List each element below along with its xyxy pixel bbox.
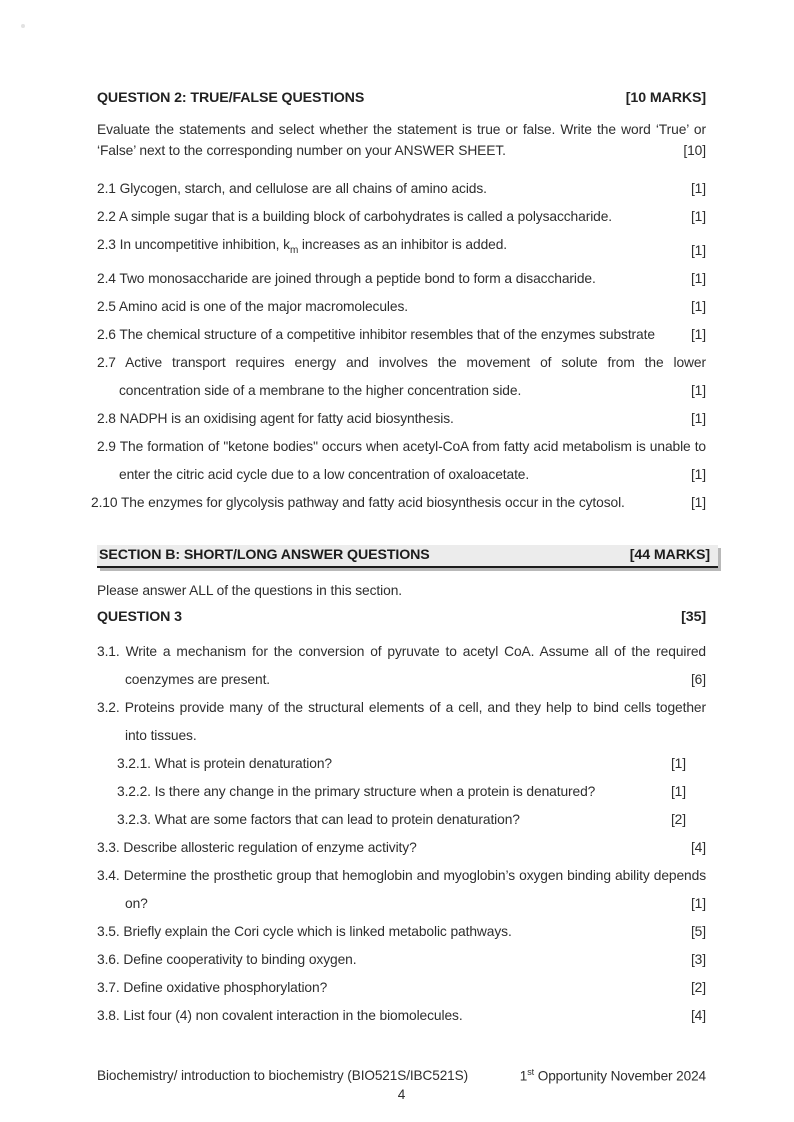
true-false-list	[91, 175, 706, 517]
item-number: 2.3	[97, 237, 116, 252]
tf-item-2-1	[97, 175, 706, 203]
q-item-3-8	[97, 1002, 706, 1030]
item-marks: [1]	[690, 270, 706, 286]
item-number: 3.8.	[97, 1007, 120, 1023]
tf-item-2-7	[97, 349, 706, 405]
question2-title: QUESTION 2: TRUE/FALSE QUESTIONS	[97, 90, 365, 106]
footer-course-title: Biochemistry/ introduction to biochemistry (BIO521S/IBC521S)	[97, 1068, 469, 1084]
item-number: 2.5	[97, 298, 116, 314]
item-number: 3.3.	[97, 839, 120, 855]
item-number: 3.6.	[97, 951, 120, 967]
question2-header	[97, 90, 706, 107]
footer-opportunity-text: Opportunity November 2024	[534, 1068, 706, 1084]
question2-instructions-text: Evaluate the statements and select whether the statement is true or false. Write the word ‘True’ or ‘False’ next to the corresponding number on your ANSWER SHEET.	[97, 122, 706, 158]
item-marks: [1]	[670, 755, 686, 771]
item-marks: [1]	[690, 298, 706, 314]
page-number: 4	[397, 1087, 406, 1103]
item-text: The enzymes for glycolysis pathway and fatty acid biosynthesis occur in the cytosol.	[120, 494, 625, 510]
item-text: Two monosaccharide are joined through a peptide bond to form a disaccharide.	[119, 270, 596, 286]
question3-marks: [35]	[681, 608, 706, 625]
item-text: The chemical structure of a competitive inhibitor resembles that of the enzymes substrate	[119, 326, 655, 342]
item-text: Glycogen, starch, and cellulose are all chains of amino acids.	[119, 181, 487, 196]
question2-instructions-marks: [10]	[683, 143, 706, 158]
q-item-3-7	[97, 974, 706, 1002]
item-marks: [1]	[690, 466, 706, 482]
footer-opportunity-number: 1	[519, 1068, 528, 1084]
item-text: What is protein denaturation?	[154, 755, 332, 771]
item-marks: [3]	[690, 951, 706, 967]
item-marks: [2]	[670, 811, 686, 827]
item-number: 3.2.	[97, 699, 120, 715]
q-item-3-2	[97, 694, 706, 750]
section-b-marks: [44 MARKS]	[629, 546, 710, 563]
item-marks: [4]	[690, 839, 706, 855]
item-marks: [1]	[670, 783, 686, 799]
item-number: 2.9	[97, 438, 116, 454]
item-number: 3.2.3.	[117, 811, 151, 827]
question2-instructions	[97, 119, 706, 161]
question3-list	[97, 638, 706, 1030]
item-text-pre: In uncompetitive inhibition, k	[119, 237, 290, 252]
q-item-3-4	[97, 862, 706, 918]
item-text: Is there any change in the primary structure when a protein is denatured?	[154, 783, 596, 799]
item-text: Define cooperativity to binding oxygen.	[123, 951, 357, 967]
page-footer	[97, 1063, 706, 1086]
item-text-post: increases as an inhibitor is added.	[298, 237, 508, 252]
item-marks: [1]	[690, 494, 706, 510]
q-item-3-1	[97, 638, 706, 694]
item-text: NADPH is an oxidising agent for fatty acid biosynthesis.	[119, 410, 454, 426]
item-number: 2.2	[97, 209, 116, 224]
item-marks: [4]	[690, 1007, 706, 1023]
q-item-3-2-3	[117, 806, 706, 834]
item-number: 2.10	[91, 494, 118, 510]
item-marks: [1]	[690, 209, 706, 224]
section-b-instruction: Please answer ALL of the questions in this section.	[97, 582, 403, 598]
item-number: 3.5.	[97, 923, 120, 939]
tf-item-2-4	[97, 265, 706, 293]
q-item-3-2-2	[117, 778, 706, 806]
item-marks: [1]	[690, 410, 706, 426]
item-number: 2.7	[97, 354, 116, 370]
tf-item-2-9	[97, 433, 706, 489]
item-text: A simple sugar that is a building block of carbohydrates is called a polysaccharide.	[118, 209, 613, 224]
item-marks: [5]	[690, 923, 706, 939]
item-text: List four (4) non covalent interaction in the biomolecules.	[123, 1007, 463, 1023]
q-item-3-3	[97, 834, 706, 862]
section-b-header	[97, 545, 718, 568]
tf-item-2-6	[97, 321, 706, 349]
q-item-3-6	[97, 946, 706, 974]
item-number: 2.4	[97, 270, 116, 286]
item-marks: [1]	[690, 326, 706, 342]
tf-item-2-10	[91, 489, 712, 517]
tf-item-2-2	[97, 203, 706, 231]
item-marks: [1]	[690, 895, 706, 911]
item-number: 2.8	[97, 410, 116, 426]
question3-title: QUESTION 3	[97, 608, 182, 625]
item-marks: [6]	[690, 671, 706, 687]
item-number: 3.2.1.	[117, 755, 151, 771]
item-text: Active transport requires energy and involves the movement of solute from the lower concentration side of a membrane to the higher concentration side.	[119, 354, 706, 398]
tf-item-2-8	[97, 405, 706, 433]
item-text: Determine the prosthetic group that hemoglobin and myoglobin’s oxygen binding ability depends on?	[123, 867, 706, 911]
item-marks: [1]	[690, 382, 706, 398]
item-text: Write a mechanism for the conversion of pyruvate to acetyl CoA. Assume all of the required coenzymes are present.	[125, 643, 707, 687]
tf-item-2-5	[97, 293, 706, 321]
item-text: Briefly explain the Cori cycle which is linked metabolic pathways.	[123, 923, 512, 939]
scan-artifact	[21, 24, 25, 28]
km-subscript: m	[289, 244, 299, 256]
item-marks: [2]	[690, 979, 706, 995]
tf-item-2-3	[97, 231, 706, 265]
item-number: 3.1.	[97, 643, 120, 659]
section-b-title: SECTION B: SHORT/LONG ANSWER QUESTIONS	[99, 546, 430, 563]
item-text: Describe allosteric regulation of enzyme activity?	[123, 839, 417, 855]
item-number: 3.2.2.	[117, 783, 151, 799]
item-number: 2.1	[97, 181, 116, 196]
item-marks: [1]	[690, 181, 706, 196]
question3-header	[97, 609, 706, 626]
q-item-3-5	[97, 918, 706, 946]
item-marks: [1]	[690, 242, 706, 258]
item-text: What are some factors that can lead to protein denaturation?	[154, 811, 520, 827]
item-number: 2.6	[97, 326, 116, 342]
item-text: The formation of "ketone bodies" occurs when acetyl-CoA from fatty acid metabolism is unable to enter the citric acid cycle due to a low concentration of oxaloacetate.	[119, 438, 706, 482]
question2-marks: [10 MARKS]	[625, 90, 706, 106]
item-text: Amino acid is one of the major macromolecules.	[118, 298, 408, 314]
q-item-3-2-1	[117, 750, 706, 778]
item-text: Proteins provide many of the structural elements of a cell, and they help to bind cells together into tissues.	[124, 699, 706, 743]
item-number: 3.7.	[97, 979, 120, 995]
item-number: 3.4.	[97, 867, 120, 883]
footer-ordinal-suffix: st	[527, 1066, 535, 1077]
footer-opportunity	[520, 1063, 706, 1086]
item-text: Define oxidative phosphorylation?	[123, 979, 328, 995]
